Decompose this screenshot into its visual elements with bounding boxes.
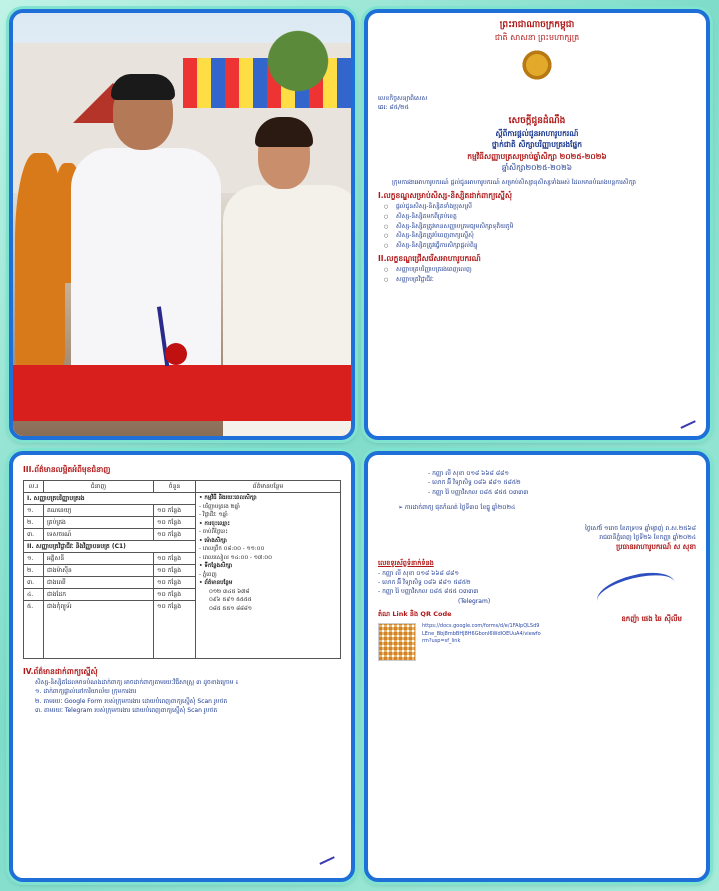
row-skill: ជាងម៉ាស៊ីន — [44, 565, 154, 577]
method-item: ៣. តាមរយៈ Telegram របស់ក្រុមការងារ ដោយបំពេញពាក្យស្នើសុំ Scan រូបថត — [35, 706, 218, 714]
section-1-item: ○ សិស្ស-និស្សិតត្រូវមានសញ្ញាបត្រមធ្យមសិក្សាទុតិយភូមិ — [378, 222, 696, 232]
solar-date: រាជធានីភ្នំពេញ ថ្ងៃទី២៦ ខែកញ្ញា ឆ្នាំ២០២៤ — [599, 534, 696, 542]
col-number: ល.រ — [24, 481, 44, 493]
lunar-date: ថ្ងៃសៅរ៍ ១រោច ខែភទ្របទ ឆ្នាំម្សាញ់ ព.ស.២៥៦៨ — [584, 525, 696, 533]
signer-name: ឧកញ៉ា ផេង ឆៃ ស៊ីលីម — [621, 614, 682, 623]
row-quantity: ១០ កន្លែង — [154, 577, 196, 589]
info-line: - បរិញ្ញាបត្ររង ២ឆ្នាំ — [199, 503, 240, 510]
contacts-heading: លេខទូរស័ព្ទទំនាក់ទំនង — [378, 558, 434, 567]
programs-table — [23, 480, 341, 659]
info-line: • ម៉ោងសិក្សា — [199, 537, 227, 544]
table-row — [24, 493, 341, 505]
contact-line: - កញ្ញា លី សុខា ០១៨ ៦៦៨ ៨៨១ — [378, 569, 459, 577]
announcement-page-3 — [364, 451, 710, 882]
row-number: ២. — [24, 565, 44, 577]
row-quantity: ១០ កន្លែង — [154, 565, 196, 577]
emblem-icon — [520, 48, 554, 82]
announcement-subtitle-2: ថ្នាក់ជាតិ សិក្សាបរិញ្ញាបត្ររងផ្នែក — [491, 140, 583, 150]
col-skill: ជំនាញ — [44, 481, 154, 493]
row-quantity: ១០ កន្លែង — [154, 517, 196, 529]
qr-code-icon[interactable] — [378, 623, 416, 661]
reference-line: លេខកិច្ចសន្យាពិសេស — [378, 95, 428, 102]
initial-mark — [676, 411, 696, 429]
announcement-subtitle-1: ស្តីពីការផ្តល់ជូនអាហារូបករណ៍ — [495, 128, 579, 138]
ribbon-rosette — [165, 343, 187, 365]
registration-link[interactable]: https://docs.google.com/forms/d/e/1FAIpQLSd9LEne_Bbj8mbBHJ8H6Gbonl6WdIOEUuA4/viewform?usp=sf_link — [422, 622, 541, 645]
deadline-text: ➢ ការដាក់ពាក្យ ផុតកំណត់ ថ្ងៃទី៣០ ខែធ្នូ ឆ្នាំ២០២៤ — [398, 503, 516, 511]
announcement-subtitle-4: ឆ្នាំសិក្សា២០២៥-២០២៦ — [501, 163, 573, 173]
row-skill: ជាងដែក — [44, 589, 154, 601]
red-ribbon — [13, 365, 355, 421]
row-number: ១. — [24, 553, 44, 565]
contact-line: - កញ្ញា រ៉ៃ បញ្ញាវិសាល ០៨៥ ៨៥៥ ០៣៣៣ — [378, 588, 479, 596]
row-quantity: ១០ កន្លែង — [154, 529, 196, 541]
section-1-item: ○ សិស្ស-និស្សិតត្រូវធ្វើការសិក្សាផ្តល់ពិន្ទុ — [378, 241, 696, 251]
section-4-text: សិស្ស-និស្សិតដែលមានបំណងដាក់ពាក្យ អាចដាក់ពាក្យតាមរយៈវិធីសាស្ត្រ ៣ ដូចខាងក្រោម ៖ — [35, 679, 239, 686]
group-2-label: II. សញ្ញាបត្រវិជ្ជាជីវៈ និងវិញ្ញាបនបត្រ (C1) — [24, 541, 196, 553]
info-line: • ការចុះឈ្មោះ — [199, 520, 230, 527]
row-skill: គ្រប់គ្រង — [44, 517, 154, 529]
info-line: - ចាប់ពីថ្ងៃនេះ — [199, 529, 228, 536]
section-2-item: ○ សញ្ញាបត្របរិញ្ញាបត្ររងពេញលេញ — [378, 265, 696, 275]
contact-line: - លោក អ៊ី វិទ្យាសិទ្ធ ០៨៦ ៨៨១ ៥៨៥២ — [428, 479, 521, 487]
method-item: ២. តាមរយៈ Google Form របស់ក្រុមការងារ ដោយបំពេញពាក្យស្នើសុំ Scan រូបថត — [35, 697, 228, 705]
info-cell — [196, 493, 341, 659]
row-skill: ជាងកុំព្យូទ័រ — [44, 601, 154, 659]
info-line: • ព័ត៌មានបន្ថែម — [199, 580, 233, 587]
telegram-label: (Telegram) — [458, 597, 491, 605]
signature — [596, 575, 676, 609]
section-2-item: ○ សញ្ញាបត្រវិជ្ជាជីវៈ — [378, 275, 696, 285]
group-1-label: I. សញ្ញាបត្របរិញ្ញាបត្ររង — [24, 493, 196, 505]
row-number: ៣. — [24, 529, 44, 541]
signer-title: ប្រធានអាហារូបករណ៍ ស សុខា — [616, 542, 696, 551]
info-line: - វិជ្ជាជីវៈ ១ឆ្នាំ — [199, 512, 228, 519]
row-number: ៤. — [24, 589, 44, 601]
row-number: ៣. — [24, 577, 44, 589]
contact-line: - កញ្ញា រ៉ៃ បញ្ញាវិសាល ០៨៥ ៨៥៥ ០៣៣៣ — [428, 488, 529, 496]
row-skill: ជាងឈើ — [44, 577, 154, 589]
table-header-row — [24, 481, 341, 493]
announcement-body: ក្រុមការងារអាហារូបករណ៍ ផ្តល់ជូនអាហារូបករណ៍ សម្រាប់សិស្សានុសិស្សទាំងអស់ ដែលមានបំណងបន្តការសិក្សា — [392, 179, 637, 187]
section-1-item: ○ សិស្ស-និស្សិតមកពីគ្រប់ខេត្ត — [378, 212, 696, 222]
info-line: ០៩៦ ៥៩១ ៥៥៥៥ — [209, 597, 252, 604]
row-number: ២. — [24, 517, 44, 529]
signature-icon — [593, 566, 679, 618]
contact-line: - កញ្ញា លី សុខា ០១៨ ៦៦៨ ៨៨១ — [428, 470, 509, 477]
info-line: ០៨៥ ៥៥១ ៨៨៨១ — [209, 605, 252, 612]
info-line: • កម្មវិធី និងរយៈពេលសិក្សា — [199, 495, 257, 501]
row-quantity: ១០ កន្លែង — [154, 589, 196, 601]
section-1-item: ○ ផ្តល់ជូនសិស្ស-និស្សិតទាំងប្រុសស្រី — [378, 202, 696, 212]
announcement-page-1 — [364, 9, 710, 440]
row-skill: អគ្គិសនី — [44, 553, 154, 565]
section-4-heading: IV.ព័ត៌មានដាក់ពាក្យស្នើសុំ — [23, 667, 98, 676]
initial-mark — [315, 847, 335, 865]
info-line: - ពេលរសៀល ១៤:០០ - ១៧:០០ — [199, 554, 273, 561]
row-quantity: ១០ កន្លែង — [154, 601, 196, 659]
reference-number: ឆេរ: ៨៥/២៥ — [378, 104, 409, 112]
announcement-title: សេចក្តីជូនដំណឹង — [508, 115, 566, 126]
announcement-page-2 — [9, 451, 355, 882]
col-quantity: ចំនួន — [154, 481, 196, 493]
row-skill: គណនេយ្យ — [44, 505, 154, 517]
col-info: ព័ត៌មានបន្ថែម — [196, 481, 341, 493]
info-line: ០១២ ៣៤៥ ៦៧៨ — [209, 588, 250, 595]
announcement-subtitle-3: កម្មវិធីសញ្ញាបត្រសម្រាប់ឆ្នាំសិក្សា ២០២៥-២០២៦ — [467, 151, 607, 161]
kingdom-header: ព្រះរាជាណាចក្រកម្ពុជា — [499, 20, 575, 30]
section-1-heading: I.លក្ខខណ្ឌសម្រាប់សិស្ស-និស្សិតដាក់ពាក្យស្នើសុំ — [378, 191, 512, 201]
ceremony-photo-panel — [9, 9, 355, 440]
section-1-item: ○ សិស្ស-និស្សិតត្រូវបំពេញពាក្យស្នើសុំ — [378, 231, 696, 241]
row-quantity: ១០ កន្លែង — [154, 505, 196, 517]
info-line: - ភ្នំពេញ — [199, 571, 217, 578]
info-line: - ពេលព្រឹក ០៨:០០ - ១១:០០ — [199, 546, 265, 553]
palm-tree — [253, 13, 343, 133]
row-number: ៥. — [24, 601, 44, 659]
section-2-heading: II.លក្ខខណ្ឌជ្រើសរើសអាហារូបករណ៍ — [378, 254, 481, 264]
nation-motto: ជាតិ សាសនា ព្រះមហាក្សត្រ — [494, 33, 580, 42]
link-heading: តំណ Link និង QR Code — [378, 609, 452, 618]
section-3-heading: III.ព័ត៌មានលម្អិតអំពីមុខជំនាញ — [23, 465, 111, 474]
row-skill: ទេសចរណ៍ — [44, 529, 154, 541]
method-item: ១. ដាក់ពាក្យផ្ទាល់នៅការិយាល័យ ក្រុមការងារ — [35, 688, 137, 696]
info-line: • ទីកន្លែងសិក្សា — [199, 563, 233, 570]
ceremony-photo — [13, 13, 351, 436]
contact-line: - លោក អ៊ី វិទ្យាសិទ្ធ ០៨៦ ៨៨១ ៥៨៥២ — [378, 579, 471, 587]
row-quantity: ១០ កន្លែង — [154, 553, 196, 565]
row-number: ១. — [24, 505, 44, 517]
